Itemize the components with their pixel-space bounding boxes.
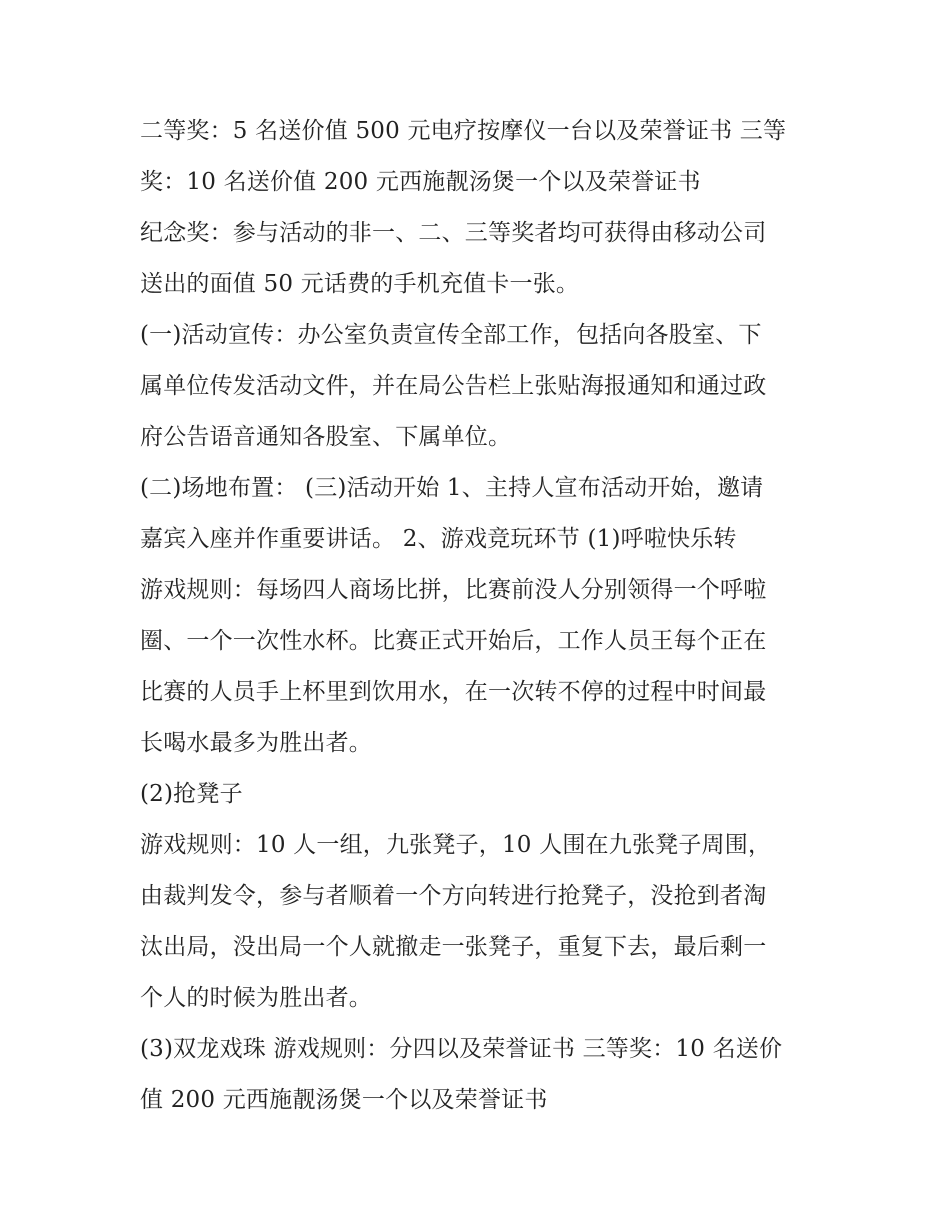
text-line: 圈、一个一次性水杯。比赛正式开始后，工作人员王每个正在 [140, 628, 767, 654]
text-line: (3)双龙戏珠 游戏规则：分四以及荣誉证书 三等奖：10 名送价 [140, 1036, 783, 1062]
text-line: 游戏规则：10 人一组，九张凳子，10 人围在九张凳子周围， [140, 832, 772, 858]
text-line: (2)抢凳子 [140, 781, 243, 807]
text-line: 长喝水最多为胜出者。 [140, 730, 372, 756]
text-line: 府公告语音通知各股室、下属单位。 [140, 424, 512, 450]
text-line: 送出的面值 50 元话费的手机充值卡一张。 [140, 271, 580, 297]
text-line: 值 200 元西施靓汤煲一个以及荣誉证书 [140, 1087, 548, 1113]
body-text [140, 106, 820, 1126]
text-line: (一)活动宣传：办公室负责宣传全部工作，包括向各股室、下 [140, 322, 762, 348]
text-line: 属单位传发活动文件，并在局公告栏上张贴海报通知和通过政 [140, 373, 767, 399]
text-line: 个人的时候为胜出者。 [140, 985, 372, 1011]
text-line: 游戏规则：每场四人商场比拼，比赛前没人分别领得一个呼啦 [140, 577, 767, 603]
text-line: 二等奖：5 名送价值 500 元电疗按摩仪一台以及荣誉证书 三等 [140, 118, 787, 144]
text-line: 纪念奖：参与活动的非一、二、三等奖者均可获得由移动公司 [140, 220, 767, 246]
text-line: 奖：10 名送价值 200 元西施靓汤煲一个以及荣誉证书 [140, 169, 701, 195]
text-line: 由裁判发令，参与者顺着一个方向转进行抢凳子，没抢到者淘 [140, 883, 767, 909]
text-line: 比赛的人员手上杯里到饮用水，在一次转不停的过程中时间最 [140, 679, 767, 705]
text-line: 嘉宾入座并作重要讲话。 2、游戏竞玩环节 (1)呼啦快乐转 [140, 526, 737, 552]
text-line: (二)场地布置： (三)活动开始 1、主持人宣布活动开始，邀请 [140, 475, 764, 501]
text-line: 汰出局，没出局一个人就撤走一张凳子，重复下去，最后剩一 [140, 934, 767, 960]
